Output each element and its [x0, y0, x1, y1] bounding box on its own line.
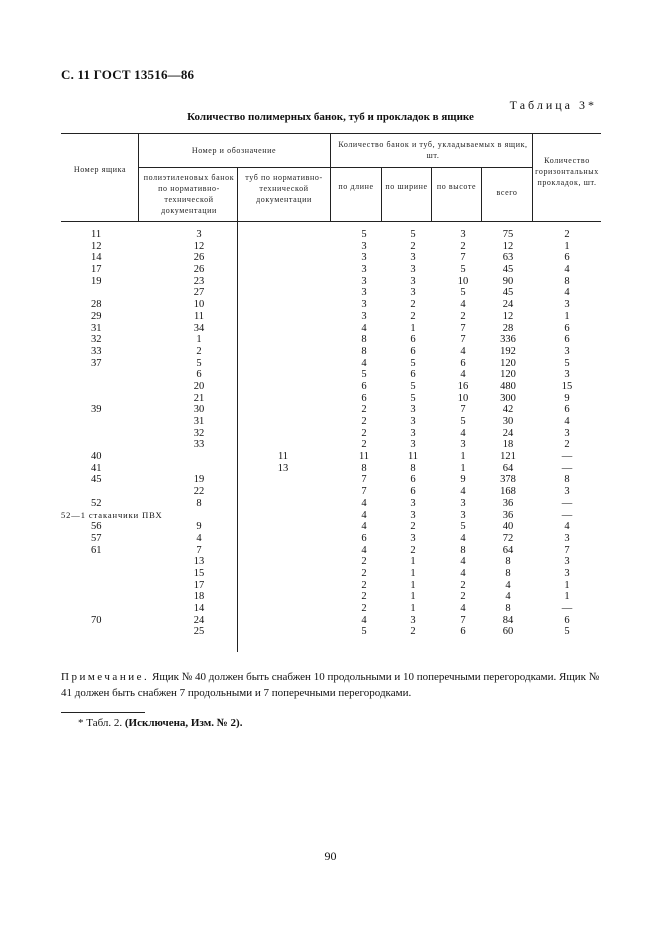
cell-polyethylene: 5 — [196, 357, 202, 369]
cell-total: 192 — [500, 345, 516, 357]
cell-polyethylene: 15 — [193, 567, 205, 579]
cell-total: 336 — [500, 334, 516, 346]
cell-total: 168 — [500, 486, 516, 498]
cell-polyethylene: 9 — [196, 521, 202, 533]
table-row — [61, 568, 601, 580]
cell-polyethylene: 25 — [193, 626, 205, 638]
cell-total: 120 — [500, 357, 516, 369]
table-caption: Количество полимерных банок, туб и прокладок в ящике — [187, 111, 474, 123]
cell-horizontal-pads: 4 — [564, 264, 570, 276]
cell-box-number: 31 — [91, 322, 102, 334]
cell-box-number: 56 — [91, 521, 102, 533]
cell-height: 6 — [460, 626, 466, 638]
cell-length: 3 — [361, 310, 367, 322]
cell-polyethylene: 34 — [193, 322, 205, 334]
cell-width: 3 — [410, 532, 416, 544]
table-row — [61, 404, 601, 416]
cell-height: 1 — [460, 451, 466, 463]
cell-polyethylene: 26 — [193, 252, 205, 264]
cell-height: 2 — [460, 310, 466, 322]
cell-width: 6 — [410, 334, 416, 346]
cell-height: 7 — [460, 614, 466, 626]
footnote-prefix: * Табл. 2. — [78, 717, 125, 729]
cell-horizontal-pads: 1 — [564, 310, 570, 322]
table-row — [61, 323, 601, 335]
cell-height: 5 — [460, 416, 466, 427]
cell-length: 3 — [361, 252, 367, 264]
cell-height: 4 — [460, 556, 466, 568]
cell-width: 6 — [410, 474, 416, 486]
cell-horizontal-pads: 6 — [564, 252, 570, 264]
cell-length: 2 — [361, 591, 367, 603]
cell-box-number: 11 — [91, 229, 102, 240]
cell-length: 8 — [361, 334, 367, 346]
cell-width: 3 — [410, 404, 416, 416]
cell-total: 4 — [505, 579, 511, 591]
table-row — [61, 311, 601, 323]
table-row — [61, 369, 601, 381]
cell-length: 2 — [361, 579, 367, 591]
table-row — [61, 358, 601, 370]
cell-length: 11 — [358, 451, 370, 463]
header-box-number: Номер ящика — [73, 165, 127, 174]
cell-box-number: 41 — [91, 462, 102, 474]
cell-width: 3 — [410, 427, 416, 439]
cell-width: 1 — [410, 567, 416, 579]
cell-width: 2 — [410, 310, 416, 322]
cell-width: 1 — [410, 322, 416, 334]
cell-polyethylene: 1 — [196, 334, 202, 346]
cell-height: 6 — [460, 357, 466, 369]
cell-length: 2 — [361, 427, 367, 439]
cell-length: 5 — [361, 229, 367, 240]
cell-total: 45 — [502, 287, 514, 299]
table-row — [61, 545, 601, 557]
cell-polyethylene: 21 — [193, 392, 205, 404]
table-row — [61, 393, 601, 405]
note-text: Ящик № 40 должен быть снабжен 10 продольными и 10 поперечными перегородками. Ящик № 41 должен быть снабжен 7 продольными и 7 поперечными перегородками. — [61, 671, 600, 699]
col-divider — [381, 167, 382, 221]
table-row — [61, 474, 601, 486]
cell-box-number: 40 — [91, 451, 102, 463]
cell-box-number: 45 — [91, 474, 102, 486]
cell-note: 52—1 стаканчики ПВХ — [61, 509, 163, 520]
cell-horizontal-pads: 3 — [564, 345, 570, 357]
cell-total: 40 — [502, 521, 514, 533]
cell-total: 480 — [500, 380, 516, 392]
cell-horizontal-pads: 3 — [564, 299, 570, 311]
cell-length: 3 — [361, 287, 367, 299]
cell-height: 9 — [460, 474, 466, 486]
cell-horizontal-pads: 3 — [564, 556, 570, 568]
cell-width: 1 — [410, 603, 416, 614]
table-row — [61, 334, 601, 346]
cell-horizontal-pads: 4 — [564, 416, 570, 427]
table-row — [61, 626, 601, 638]
cell-length: 4 — [361, 322, 367, 334]
cell-width: 5 — [410, 357, 416, 369]
cell-width: 3 — [410, 264, 416, 276]
cell-width: 5 — [410, 380, 416, 392]
cell-box-number: 57 — [91, 532, 102, 544]
header-total: всего — [496, 188, 518, 197]
table-row — [61, 486, 601, 498]
cell-box-number: 12 — [91, 240, 102, 252]
cell-length: 4 — [361, 521, 367, 533]
cell-polyethylene: 12 — [193, 240, 205, 252]
header-length: по длине — [338, 182, 374, 191]
cell-horizontal-pads: 4 — [564, 287, 570, 299]
table-body — [61, 229, 601, 638]
cell-height: 4 — [460, 427, 466, 439]
cell-total: 378 — [500, 474, 516, 486]
cell-polyethylene: 7 — [196, 544, 202, 556]
table-row — [61, 287, 601, 299]
cell-box-number: 52 — [91, 497, 102, 509]
cell-length: 6 — [361, 380, 367, 392]
cell-height: 7 — [460, 322, 466, 334]
col-divider — [481, 167, 482, 221]
cell-width: 3 — [410, 287, 416, 299]
page-header: С. 11 ГОСТ 13516—86 — [61, 67, 195, 82]
header-height: по высоте — [436, 182, 477, 191]
cell-width: 6 — [410, 345, 416, 357]
cell-height: 3 — [460, 509, 466, 521]
table-row — [61, 451, 601, 463]
cell-horizontal-pads: — — [561, 603, 573, 614]
cell-polyethylene: 2 — [196, 345, 202, 357]
cell-width: 3 — [410, 497, 416, 509]
cell-polyethylene: 33 — [193, 439, 205, 451]
cell-horizontal-pads: — — [561, 497, 573, 509]
cell-horizontal-pads: 5 — [564, 357, 570, 369]
cell-length: 7 — [361, 474, 367, 486]
note-label: Примечание. — [61, 671, 150, 683]
cell-total: 64 — [502, 544, 514, 556]
table-row — [61, 521, 601, 533]
cell-length: 8 — [361, 462, 367, 474]
cell-total: 60 — [502, 626, 514, 638]
cell-length: 5 — [361, 626, 367, 638]
cell-total: 64 — [502, 462, 514, 474]
table-row — [61, 498, 601, 510]
footnote-bold: (Исключена, Изм. № 2). — [124, 717, 243, 729]
header-bottom-rule — [61, 221, 601, 222]
cell-width: 1 — [410, 591, 416, 603]
cell-length: 4 — [361, 509, 367, 521]
cell-polyethylene: 18 — [193, 591, 205, 603]
cell-horizontal-pads: 9 — [564, 392, 570, 404]
cell-polyethylene: 14 — [193, 603, 205, 614]
cell-total: 28 — [502, 322, 514, 334]
cell-box-number: 33 — [91, 345, 102, 357]
cell-total: 30 — [502, 416, 514, 427]
cell-polyethylene: 19 — [193, 474, 205, 486]
cell-horizontal-pads: 8 — [564, 275, 570, 287]
cell-horizontal-pads: 3 — [564, 567, 570, 579]
cell-horizontal-pads: 3 — [564, 427, 570, 439]
cell-length: 4 — [361, 614, 367, 626]
cell-length: 2 — [361, 556, 367, 568]
cell-horizontal-pads: — — [561, 451, 573, 463]
cell-height: 5 — [460, 264, 466, 276]
cell-horizontal-pads: 3 — [564, 369, 570, 381]
cell-total: 36 — [502, 509, 514, 521]
cell-height: 4 — [460, 299, 466, 311]
cell-polyethylene: 17 — [193, 579, 205, 591]
cell-horizontal-pads: 6 — [564, 322, 570, 334]
cell-width: 8 — [410, 462, 416, 474]
cell-box-number: 29 — [91, 310, 102, 322]
cell-box-number: 19 — [91, 275, 102, 287]
cell-horizontal-pads: 1 — [564, 240, 570, 252]
cell-polyethylene: 8 — [196, 497, 202, 509]
header-sub-rule — [138, 167, 532, 168]
cell-height: 2 — [460, 591, 466, 603]
cell-polyethylene: 31 — [193, 416, 205, 427]
cell-box-number: 14 — [91, 252, 102, 264]
table-row — [61, 346, 601, 358]
cell-length: 6 — [361, 392, 367, 404]
cell-horizontal-pads: — — [561, 462, 573, 474]
cell-width: 3 — [410, 252, 416, 264]
table-row — [61, 299, 601, 311]
cell-height: 3 — [460, 497, 466, 509]
cell-height: 4 — [460, 345, 466, 357]
cell-polyethylene: 11 — [193, 310, 205, 322]
table-row — [61, 591, 601, 603]
cell-width: 2 — [410, 299, 416, 311]
cell-total: 90 — [502, 275, 514, 287]
cell-width: 3 — [410, 416, 416, 427]
cell-length: 3 — [361, 299, 367, 311]
table-row — [61, 556, 601, 568]
cell-length: 4 — [361, 357, 367, 369]
page-number: 90 — [324, 849, 337, 863]
cell-width: 3 — [410, 509, 416, 521]
footnote — [78, 717, 242, 729]
cell-polyethylene: 6 — [196, 369, 202, 381]
table-row — [61, 510, 601, 522]
footnote-rule — [61, 712, 145, 713]
cell-box-number: 28 — [91, 299, 102, 311]
table-row — [61, 463, 601, 475]
cell-width: 1 — [410, 579, 416, 591]
cell-polyethylene: 3 — [196, 229, 202, 240]
cell-polyethylene: 20 — [193, 380, 205, 392]
cell-height: 16 — [457, 380, 469, 392]
cell-tubes: 11 — [277, 451, 289, 463]
cell-height: 7 — [460, 404, 466, 416]
col-divider — [431, 167, 432, 221]
header-horizontal-pads: Количество горизонтальных прокладок, шт. — [535, 156, 599, 187]
cell-box-number: 70 — [91, 614, 102, 626]
cell-height: 2 — [460, 579, 466, 591]
table-row — [61, 615, 601, 627]
cell-box-number: 17 — [91, 264, 102, 276]
cell-total: 8 — [505, 556, 511, 568]
cell-horizontal-pads: 7 — [564, 544, 570, 556]
cell-horizontal-pads: 3 — [564, 486, 570, 498]
cell-width: 5 — [410, 229, 416, 240]
cell-polyethylene: 10 — [193, 299, 205, 311]
cell-total: 8 — [505, 567, 511, 579]
cell-box-number: 61 — [91, 544, 102, 556]
cell-total: 4 — [505, 591, 511, 603]
header-width: по ширине — [385, 182, 428, 191]
cell-total: 300 — [500, 392, 516, 404]
cell-height: 10 — [457, 275, 469, 287]
table-row — [61, 533, 601, 545]
cell-width: 1 — [410, 556, 416, 568]
cell-height: 10 — [457, 392, 469, 404]
table-row — [61, 428, 601, 440]
cell-height: 4 — [460, 486, 466, 498]
col-divider — [138, 133, 139, 221]
cell-horizontal-pads: 5 — [564, 626, 570, 638]
cell-height: 5 — [460, 287, 466, 299]
cell-polyethylene: 32 — [193, 427, 205, 439]
cell-width: 2 — [410, 626, 416, 638]
cell-total: 8 — [505, 603, 511, 614]
cell-length: 3 — [361, 275, 367, 287]
cell-width: 2 — [410, 544, 416, 556]
table-row — [61, 276, 601, 288]
cell-length: 4 — [361, 497, 367, 509]
table-number: Таблица 3* — [509, 98, 597, 112]
table-top-rule — [61, 133, 601, 134]
cell-total: 12 — [502, 310, 514, 322]
cell-length: 5 — [361, 369, 367, 381]
header-designation-group: Номер и обозначение — [191, 146, 277, 155]
cell-width: 5 — [410, 392, 416, 404]
cell-width: 3 — [410, 614, 416, 626]
cell-height: 3 — [460, 439, 466, 451]
cell-total: 24 — [502, 427, 514, 439]
cell-total: 18 — [502, 439, 514, 451]
cell-length: 2 — [361, 416, 367, 427]
cell-total: 63 — [502, 252, 514, 264]
cell-horizontal-pads: 4 — [564, 521, 570, 533]
col-divider — [330, 133, 331, 221]
cell-height: 7 — [460, 334, 466, 346]
header-polyethylene: полиэтиленовых банок по нормативно-технической документации — [143, 173, 235, 215]
cell-horizontal-pads: 15 — [561, 380, 573, 392]
cell-total: 12 — [502, 240, 514, 252]
cell-width: 3 — [410, 439, 416, 451]
cell-polyethylene: 24 — [193, 614, 205, 626]
cell-height: 5 — [460, 521, 466, 533]
cell-polyethylene: 30 — [193, 404, 205, 416]
cell-horizontal-pads: 6 — [564, 614, 570, 626]
cell-polyethylene: 13 — [193, 556, 205, 568]
cell-total: 84 — [502, 614, 514, 626]
cell-height: 1 — [460, 462, 466, 474]
cell-total: 121 — [500, 451, 516, 463]
header-tubes: туб по нормативно-технической документации — [245, 173, 323, 204]
cell-box-number: 32 — [91, 334, 102, 346]
cell-width: 2 — [410, 240, 416, 252]
cell-horizontal-pads: 1 — [564, 591, 570, 603]
cell-polyethylene: 23 — [193, 275, 205, 287]
cell-box-number: 39 — [91, 404, 102, 416]
cell-width: 3 — [410, 275, 416, 287]
table-row — [61, 603, 601, 615]
cell-width: 6 — [410, 369, 416, 381]
cell-width: 11 — [407, 451, 419, 463]
cell-horizontal-pads: — — [561, 509, 573, 521]
cell-horizontal-pads: 8 — [564, 474, 570, 486]
cell-total: 42 — [502, 404, 514, 416]
cell-height: 4 — [460, 603, 466, 614]
header-count-group: Количество банок и туб, укладываемых в ящик, шт. — [338, 140, 528, 160]
cell-total: 36 — [502, 497, 514, 509]
cell-total: 24 — [502, 299, 514, 311]
cell-length: 8 — [361, 345, 367, 357]
cell-box-number: 37 — [91, 357, 102, 369]
table-row — [61, 252, 601, 264]
cell-polyethylene: 4 — [196, 532, 202, 544]
cell-length: 3 — [361, 240, 367, 252]
cell-horizontal-pads: 2 — [564, 229, 570, 240]
table-row — [61, 416, 601, 428]
cell-total: 45 — [502, 264, 514, 276]
cell-total: 120 — [500, 369, 516, 381]
cell-horizontal-pads: 2 — [564, 439, 570, 451]
cell-horizontal-pads: 1 — [564, 579, 570, 591]
cell-horizontal-pads: 6 — [564, 334, 570, 346]
col-divider — [532, 133, 533, 221]
cell-length: 2 — [361, 439, 367, 451]
cell-height: 3 — [460, 229, 466, 240]
table-row — [61, 381, 601, 393]
cell-height: 4 — [460, 369, 466, 381]
table-row — [61, 580, 601, 592]
cell-length: 2 — [361, 603, 367, 614]
cell-total: 75 — [502, 229, 514, 240]
cell-polyethylene: 26 — [193, 264, 205, 276]
cell-horizontal-pads: 6 — [564, 404, 570, 416]
cell-tubes: 13 — [277, 462, 289, 474]
table-row — [61, 439, 601, 451]
cell-height: 4 — [460, 567, 466, 579]
cell-length: 2 — [361, 404, 367, 416]
cell-height: 7 — [460, 252, 466, 264]
table-row — [61, 241, 601, 253]
cell-width: 6 — [410, 486, 416, 498]
cell-length: 7 — [361, 486, 367, 498]
table-row — [61, 229, 601, 241]
cell-length: 2 — [361, 567, 367, 579]
cell-height: 4 — [460, 532, 466, 544]
cell-length: 4 — [361, 544, 367, 556]
cell-horizontal-pads: 3 — [564, 532, 570, 544]
cell-length: 3 — [361, 264, 367, 276]
table-note — [61, 669, 601, 701]
cell-polyethylene: 22 — [193, 486, 205, 498]
cell-length: 6 — [361, 532, 367, 544]
cell-height: 8 — [460, 544, 466, 556]
cell-total: 72 — [502, 532, 514, 544]
table-row — [61, 264, 601, 276]
cell-height: 2 — [460, 240, 466, 252]
cell-width: 2 — [410, 521, 416, 533]
cell-polyethylene: 27 — [193, 287, 205, 299]
